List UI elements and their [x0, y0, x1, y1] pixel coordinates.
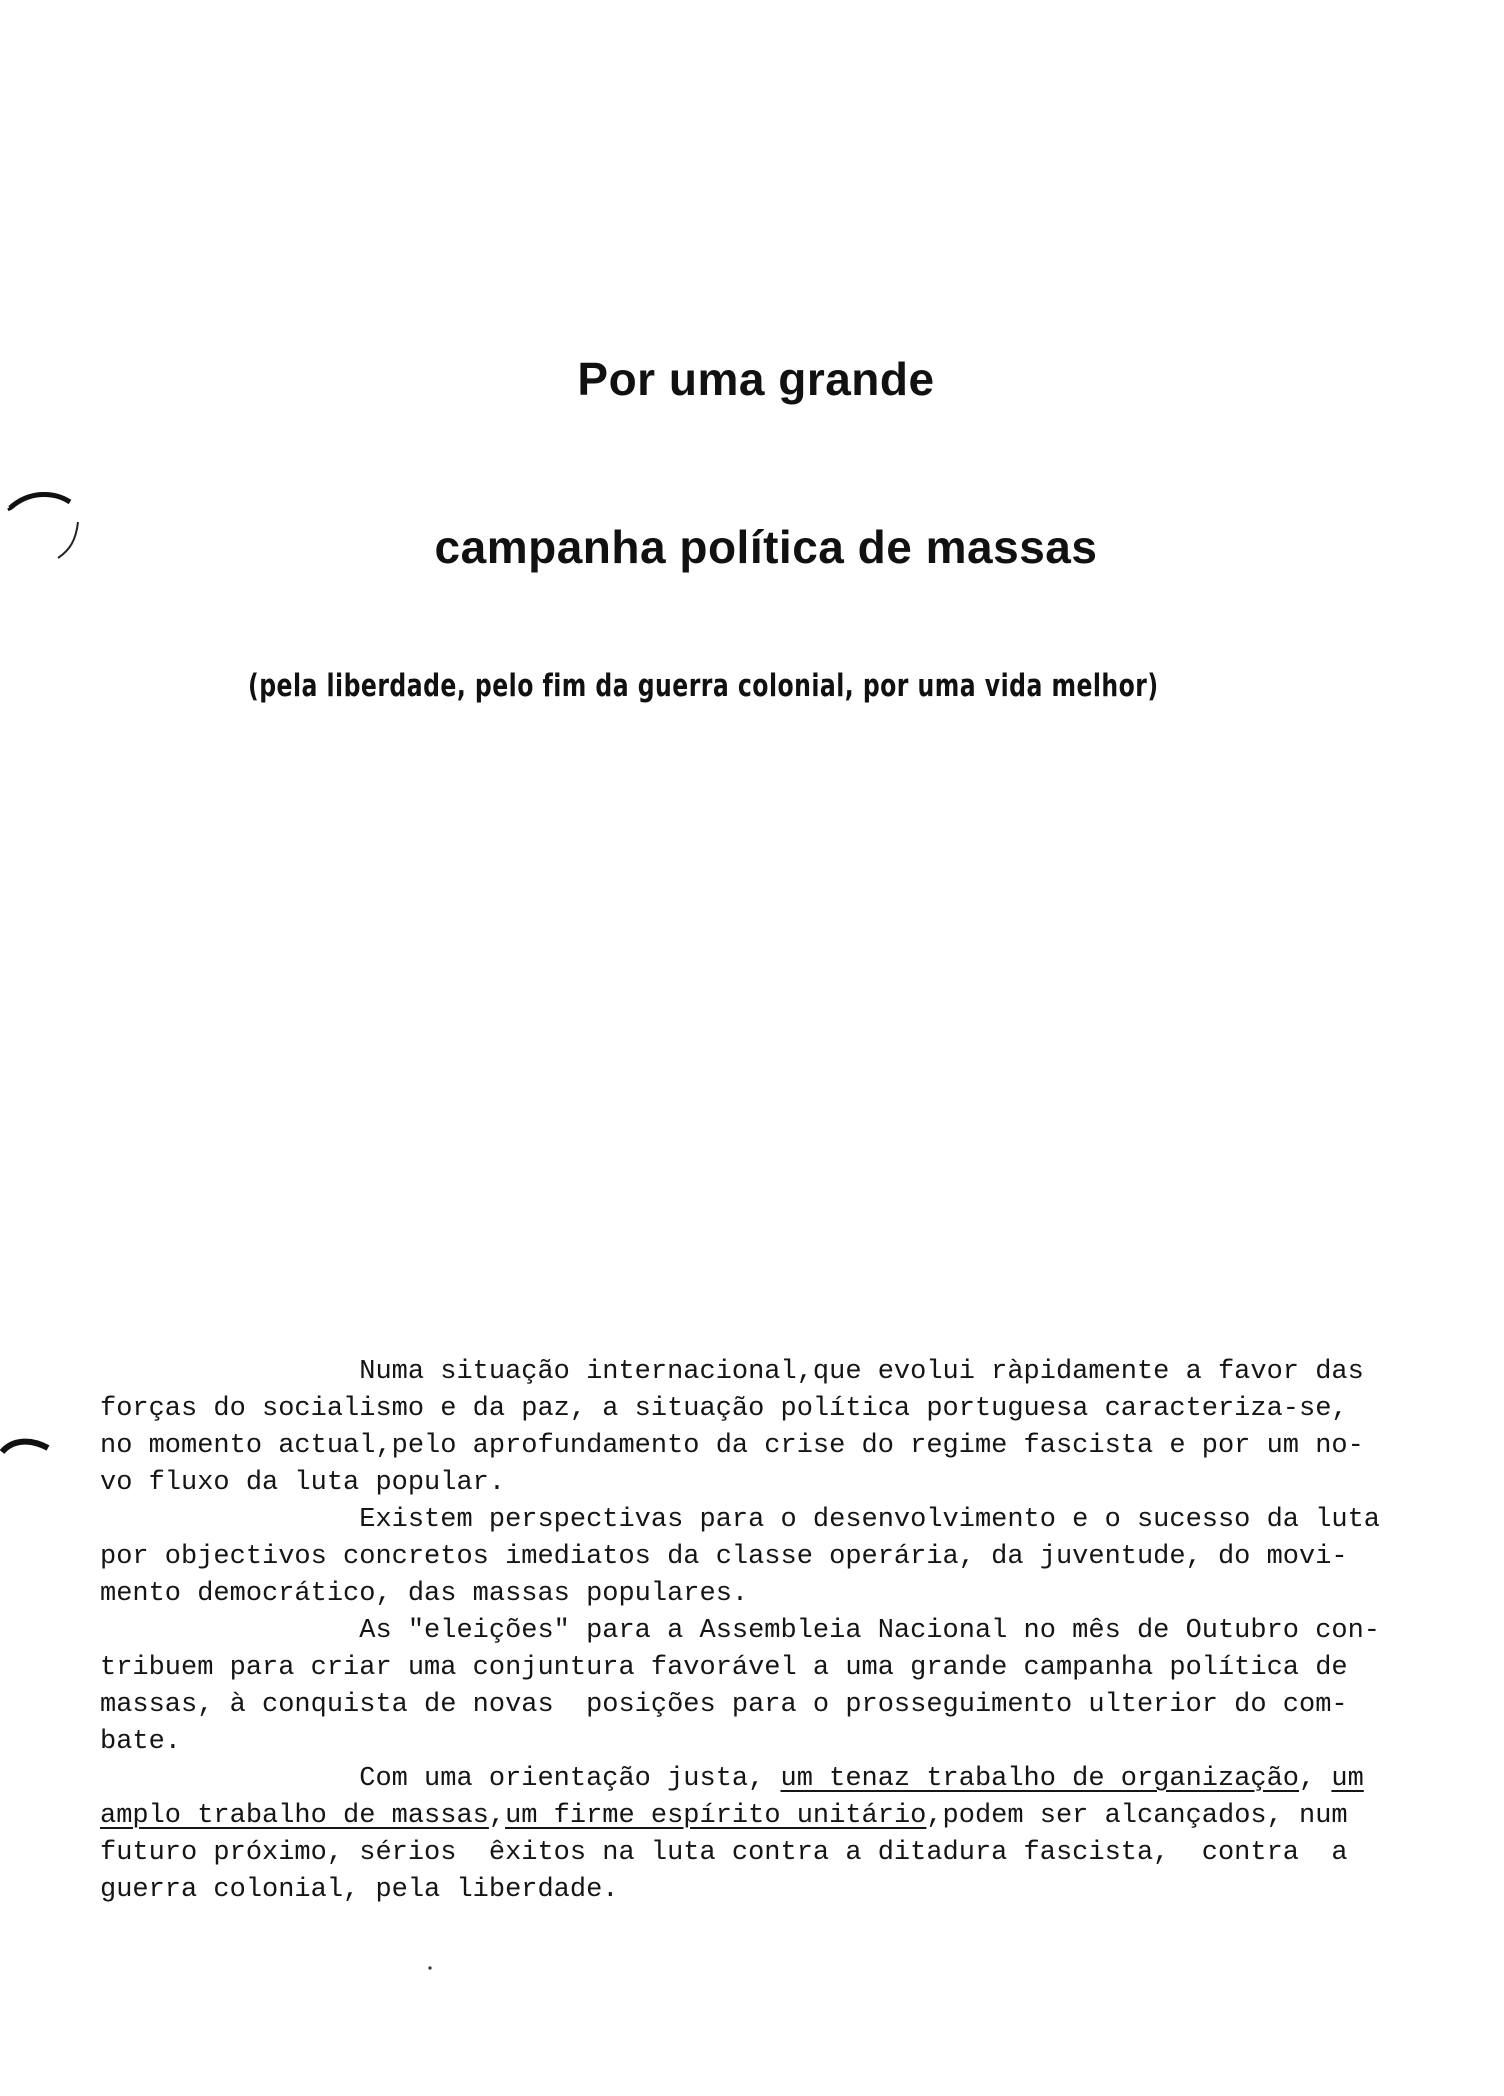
body-text-segment: amplo trabalho de massas: [100, 1801, 489, 1831]
body-text-segment: Com uma orientação justa,: [100, 1764, 781, 1794]
body-line: [100, 1391, 1380, 1428]
body-line: [100, 1872, 1380, 1909]
body-text-segment: por objectivos concretos imediatos da classe operária, da juventude, do movi-: [100, 1542, 1348, 1572]
body-line: [100, 1428, 1380, 1465]
body-text-segment: guerra colonial, pela liberdade.: [100, 1875, 619, 1905]
body-text-segment: bate.: [100, 1727, 182, 1757]
body-line: [100, 1687, 1380, 1724]
title-line-1: Por uma grande: [577, 353, 935, 405]
subtitle: (pela liberdade, pelo fim da guerra colonial, por uma vida melhor): [248, 668, 1159, 704]
body-line: [100, 1354, 1380, 1391]
body-text-segment: um firme espírito unitário: [505, 1801, 927, 1831]
body-line: [100, 1613, 1380, 1650]
body-line: [100, 1798, 1380, 1835]
body-text-segment: forças do socialismo e da paz, a situação política portuguesa caracteriza-se,: [100, 1394, 1348, 1424]
body-line: [100, 1502, 1380, 1539]
body-text-segment: um tenaz trabalho de organização: [780, 1764, 1299, 1794]
body-text-segment: no momento actual,pelo aprofundamento da crise do regime fascista e por um no-: [100, 1431, 1364, 1461]
body-text-segment: ,: [488, 1801, 506, 1831]
body-text-segment: ,podem ser alcançados, num: [926, 1801, 1348, 1831]
body-line: [100, 1724, 1380, 1761]
body-line: [100, 1576, 1380, 1613]
body-text-segment: futuro próximo, sérios êxitos na luta contra a ditadura fascista, contra a: [100, 1838, 1348, 1868]
body-text-segment: tribuem para criar uma conjuntura favorável a uma grande campanha política de: [100, 1653, 1348, 1683]
body-text-segment: Existem perspectivas para o desenvolvimento e o sucesso da luta: [100, 1505, 1381, 1535]
body-text-segment: um: [1331, 1764, 1364, 1794]
body-line: [100, 1835, 1380, 1872]
body-text-segment: As "eleições" para a Assembleia Nacional no mês de Outubro con-: [100, 1616, 1381, 1646]
scan-speck: [427, 1965, 433, 1971]
body-line: [100, 1539, 1380, 1576]
body-text: [100, 1354, 1380, 1909]
body-text-segment: massas, à conquista de novas posições para o prosseguimento ulterior do com-: [100, 1690, 1348, 1720]
body-text-segment: Numa situação internacional,que evolui ràpidamente a favor das: [100, 1357, 1364, 1387]
body-line: [100, 1650, 1380, 1687]
body-text-segment: mento democrático, das massas populares.: [100, 1579, 749, 1609]
body-line: [100, 1465, 1380, 1502]
punch-hole-mark-bottom: [0, 1430, 60, 1460]
title-line-2: campanha política de massas: [434, 521, 1098, 573]
body-text-segment: ,: [1299, 1764, 1332, 1794]
body-text-segment: vo fluxo da luta popular.: [100, 1468, 506, 1498]
body-line: [100, 1761, 1380, 1798]
